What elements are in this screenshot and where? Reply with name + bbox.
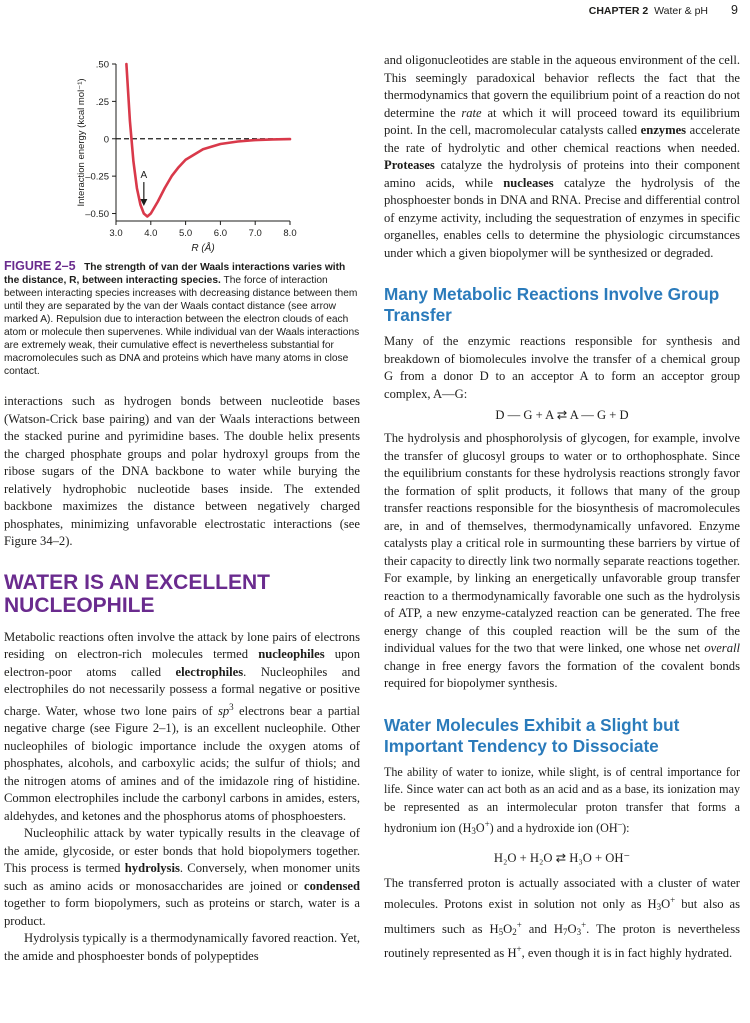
paragraph: and oligonucleotides are stable in the aqueous environment of the cell. This seemingly paradoxical behavior reflects the fact that the thermodynamics that govern the equilibrium point of a reaction do not determine the rate at which it will proceed toward its equilibrium point. In the cell, macromolecular catalysts called enzymes accelerate the rate of hydrolytic and other chemical reactions when needed. Proteases catalyze the hydrolysis of proteins into their component amino acids, while nucleases catalyze the hydrolysis of the phosphoester bonds in DNA and RNA. Precise and differential control of enzyme activity, including the sequestration of enzymes in specific organelles, enables cells to determine the physiologic circumstances under which a given biopolymer will be synthesized or degraded. — [384, 53, 741, 260]
equation-ionization: H₂O + H₂O ⇄ H₃O + OH⁻ — [493, 850, 631, 865]
section-heading: WATER IS AN EXCELLENT NUCLEOPHILE — [4, 570, 271, 617]
paragraph: Metabolic reactions often involve the attack by lone pairs of electrons residing on electron-rich molecules termed nucleophiles upon electron-poor atoms called electrophiles. Nucleophiles and electrophiles do not necessarily possess a formal negative or positive charge. Water, whose two lone pairs of $sp^3$ electrons bear a partial negative charge (see Figure 2–1), is an excellent nucleophile. Other nucleophiles of biologic importance include the oxygen atoms of phosphates, alcohols, and carboxylic acids; the sulfur of thiols; and the nitrogen atoms of amines and of the imidazole ring of histidine. Common electrophiles include the carbonyl carbons in amides, esters, aldehydes, and ketones and the phosphorus atoms of phosphoesters. — [4, 629, 360, 823]
arrow-label: A — [140, 170, 148, 182]
x-axis-label: R (Å) — [191, 243, 215, 254]
subsection-heading: Many Metabolic Reactions Involve Group Transfer — [384, 284, 720, 325]
y-axis-label: Interaction energy (kcal mol⁻¹) — [76, 78, 87, 207]
energy-curve — [126, 64, 290, 217]
paragraph: interactions such as hydrogen bonds between nucleotide bases (Watson-Crick base pairing) and van der Waals interactions between the stacked purine and pyrimidine bases. The double helix presents the charged phosphate groups and polar hydroxyl groups from the ribose sugars of the DNA backbone to water while burying the relatively hydrophobic nucleotide bases inside. The extended backbone maximizes the distance between negatively charged phosphates, minimizing unfavorable electrostatic interactions (see Figure 34–2). — [4, 394, 360, 548]
figure-2-5 — [4, 46, 360, 260]
y-tick-label: .25 — [95, 96, 109, 108]
paragraph: Many of the enzymic reactions responsible for synthesis and breakdown of biomolecules involve the transfer of a chemical group G from a donor D to an acceptor A to form an acceptor group complex, A—G: — [384, 334, 740, 401]
x-tick-label: 6.0 — [213, 228, 228, 239]
x-tick-label: 3.0 — [109, 228, 123, 239]
figure-label: FIGURE 2–5 — [4, 259, 76, 273]
x-tick-label: 4.0 — [144, 228, 158, 239]
page-number: 9 — [731, 3, 738, 17]
running-head: CHAPTER 2 Water & pH — [588, 5, 708, 17]
paragraph: The hydrolysis and phosphorolysis of glycogen, for example, involve the transfer of glucosyl groups to water or to orthophosphate. Since the equilibrium constants for these hydrolysis reactions strongly favor the formation of split products, it follows that many of the group transfer reactions responsible for the biosynthesis of macromolecules are, in and of themselves, thermodynamically unfavored. Enzyme catalysts play a critical role in surmounting these barriers by virtue of their capacity to directly link two normally separate reactions together. For example, by linking an energetically unfavorable group transfer reaction to a thermodynamically favorable one such as the hydrolysis of ATP, a new enzyme-catalyzed reaction can be generated. The free energy change of this coupled reaction will be the sum of the individual values for the two that were linked, one whose net overall change in free energy favors the formation of the covalent bonds required for biopolymer synthesis. — [384, 431, 740, 690]
y-tick-label: –0.25 — [85, 171, 109, 183]
paragraph: Hydrolysis typically is a thermodynamically favored reaction. Yet, the amide and phosphoester bonds of polypeptides — [4, 931, 360, 963]
paragraph: The transferred proton is actually associated with a cluster of water molecules. Protons exist in solution not only as $H_3O^+$ but also as multimers such as $H_5O_2^+$ and $H_7O_3^+$. The proton is nevertheless routinely represented as H+, even though it is in fact highly hydrated. — [384, 875, 741, 960]
page-header — [0, 0, 750, 24]
y-tick-label: 0 — [103, 134, 109, 146]
paragraph: The ability of water to ionize, while slight, is of central importance for life. Since water can act both as an acid and as a base, its ionization may be represented as an intermolecular proton transfer that forms a hydronium ion $(H_3O^+)$ and a hydroxide ion (OH–): — [384, 764, 740, 836]
x-tick-label: 5.0 — [178, 228, 193, 239]
right-column — [384, 52, 740, 963]
y-tick-label: –0.50 — [85, 209, 109, 221]
left-column — [4, 46, 360, 965]
paragraph: Nucleophilic attack by water typically results in the cleavage of the amide, glycoside, or ester bonds that hold biopolymers together. This process is termed hydrolysis. Conversely, when monomer units such as amino acids or monosaccharides are joined or condensed together to form biopolymers, such as proteins or starch, water is a product. — [4, 826, 360, 928]
x-tick-label: 7.0 — [248, 228, 262, 239]
figure-caption: FIGURE 2–5 The strength of van der Waals interactions varies with the distance, R, between interacting species. The force of interaction between interacting species increases with decreasing distance between them until they are separated by the van der Waals contact distance (see arrow marked A). Repulsion due to interaction between the electron clouds of each atom or molecule then supervenes. While individual van der Waals interactions are extremely weak, their cumulative effect is nevertheless substantial for macromolecules such as DNA and proteins which have many atoms in close contact. — [4, 259, 360, 377]
y-tick-label: .50 — [95, 59, 109, 71]
equation-group-transfer: D — G + A ⇄ A — G + D — [495, 408, 629, 422]
subsection-heading: Water Molecules Exhibit a Slight but Important Tendency to Dissociate — [384, 714, 680, 756]
vdw-energy-chart — [4, 46, 360, 260]
x-tick-label: 8.0 — [283, 228, 297, 239]
